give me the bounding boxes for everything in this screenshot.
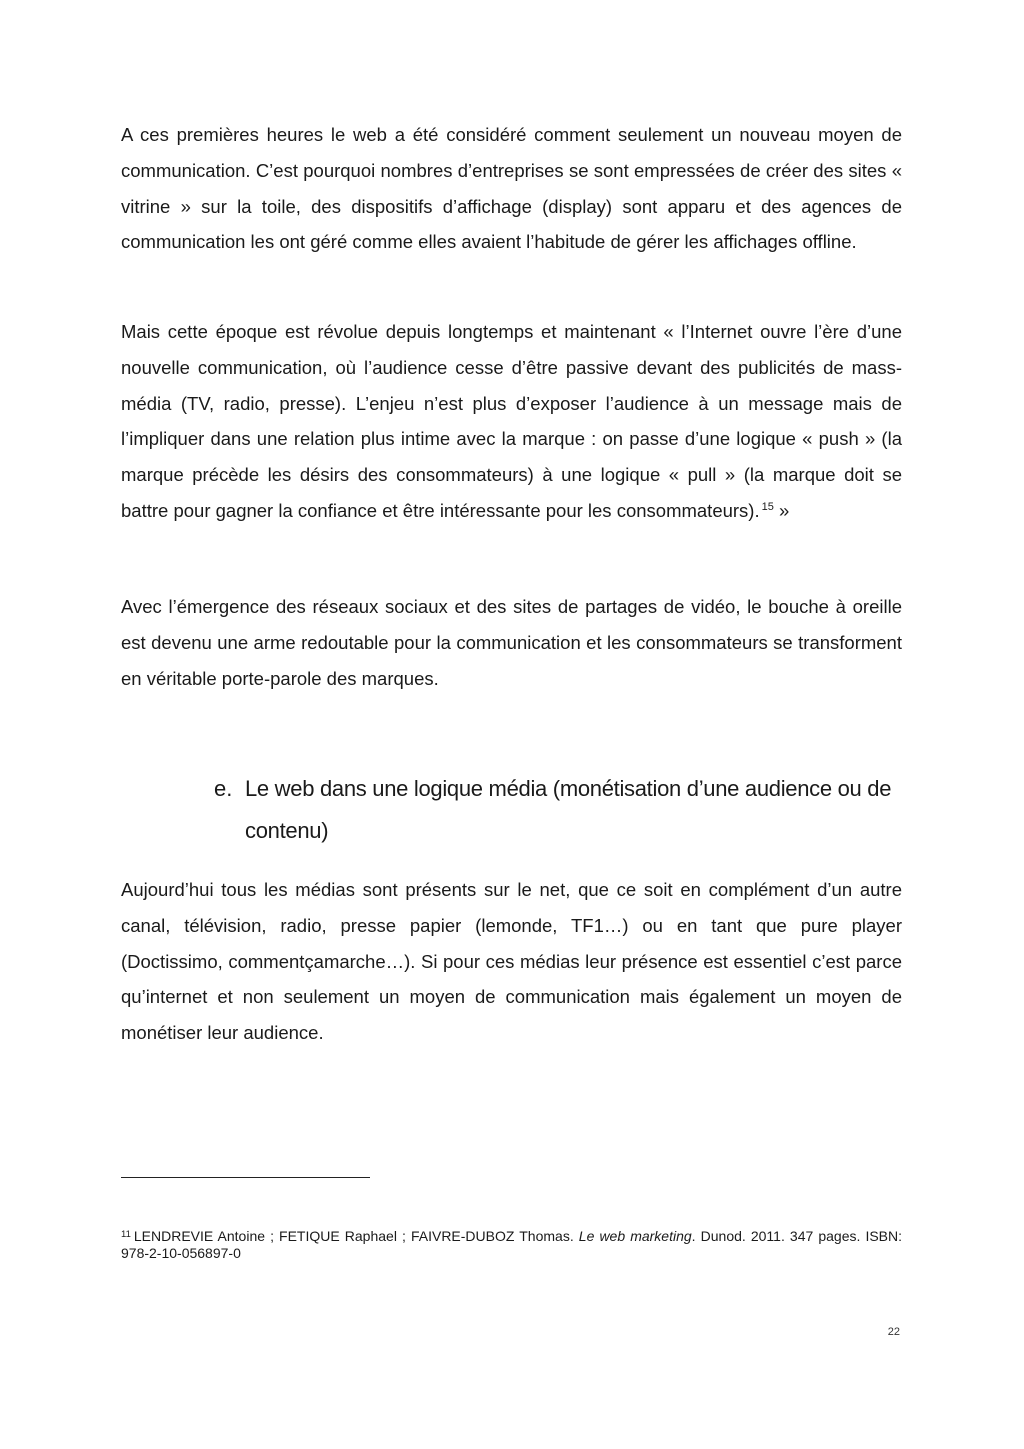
section-title: Le web dans une logique média (monétisation d’une audience ou de contenu) [245, 776, 892, 843]
section-number: e. [214, 776, 233, 801]
paragraph-media-online [121, 872, 902, 1051]
paragraph-first-web-hours [121, 117, 902, 260]
paragraph-text: Mais cette époque est révolue depuis longtemps et maintenant « l’Internet ouvre l’ère d’une nouvelle communication, où l’audience cesse d’être passive devant des publicités de mass-média (TV, radio, presse). L’enjeu n’est plus d’exposer l’audience à un message mais de l’impliquer dans une relation plus intime avec la marque : on passe d’une logique « push » (la marque précède les désirs des consommateurs) à une logique « pull » (la marque doit se battre pour gagner la confiance et être intéressante pour les consommateurs). [121, 321, 902, 521]
footnote-details: . Dunod. 2011. 347 pages. ISBN: 978-2-10-056897-0 [121, 1228, 903, 1261]
paragraph-internet-new-communication [121, 314, 902, 529]
footnote-number: 11 [121, 1229, 131, 1240]
paragraph-text: Avec l’émergence des réseaux sociaux et des sites de partages de vidéo, le bouche à oreille est devenu une arme redoutable pour la communication et les consommateurs se transforment en véritable porte-parole des marques. [121, 596, 902, 689]
paragraph-text: A ces premières heures le web a été considéré comment seulement un nouveau moyen de communication. C’est pourquoi nombres d’entreprises se sont empressées de créer des sites « vitrine » sur la toile, des dispositifs d’affichage (display) sont apparu et des agences de communication les ont géré comme elles avaient l’habitude de gérer les affichages offline. [121, 124, 902, 253]
paragraph-social-networks [121, 589, 902, 696]
footnote-authors: LENDREVIE Antoine ; FETIQUE Raphael ; FAIVRE-DUBOZ Thomas. [133, 1228, 574, 1244]
page-number: 22 [887, 1326, 900, 1338]
closing-quote: » [773, 499, 790, 521]
footnote [121, 1228, 902, 1262]
footnote-reference[interactable]: 15 [761, 500, 774, 513]
footnote-book-title: Le web marketing [578, 1228, 692, 1244]
footnote-separator [121, 1177, 370, 1178]
paragraph-text: Aujourd’hui tous les médias sont présents sur le net, que ce soit en complément d’un autre canal, télévision, radio, presse papier (lemonde, TF1…) ou en tant que pure player (Doctissimo, commentçamarche…). Si pour ces médias leur présence est essentiel c’est parce qu’internet et non seulement un moyen de communication mais également un moyen de monétiser leur audience. [121, 879, 902, 1044]
